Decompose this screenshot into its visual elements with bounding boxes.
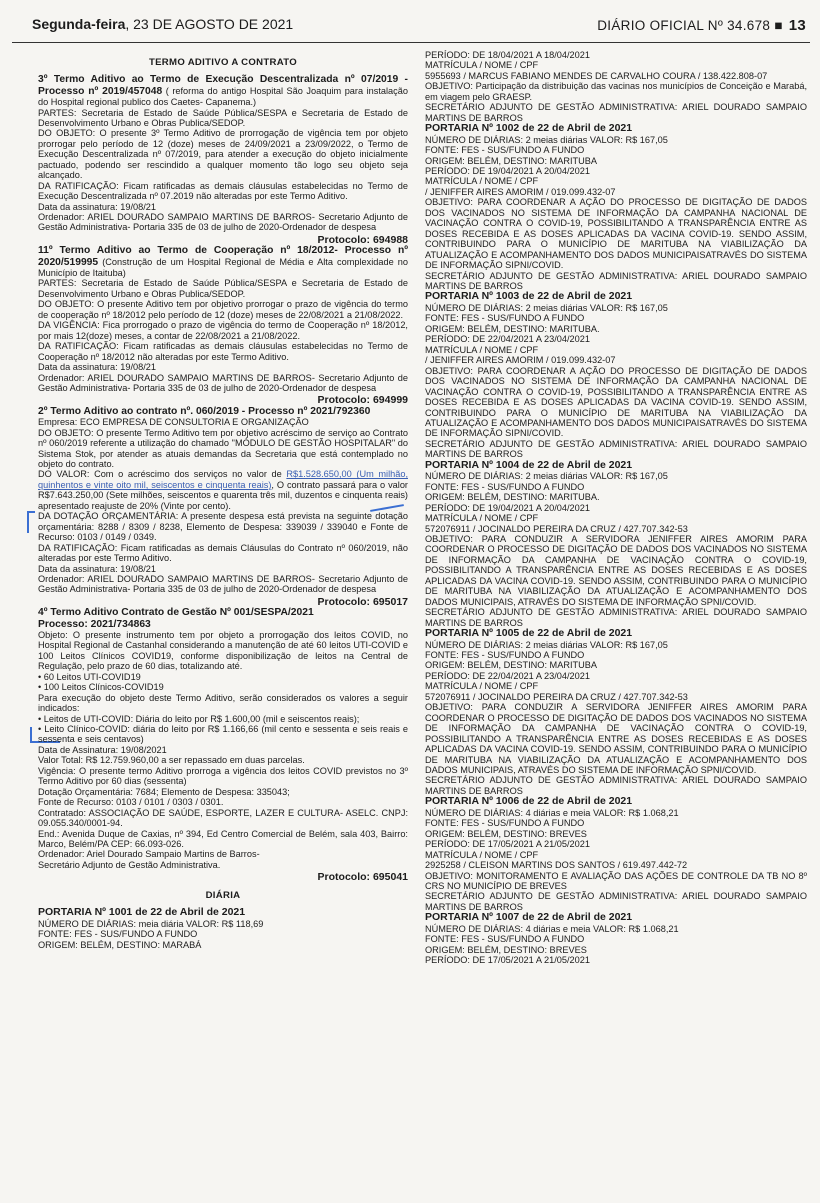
portaria-text: FONTE: FES - SUS/FUNDO A FUNDO: [425, 934, 585, 945]
aditivo-text: Ordenador: Ariel Dourado Sampaio Martins de Barros-: [38, 849, 260, 860]
portaria-text: NÚMERO DE DIÁRIAS: 2 meias diárias VALOR: R$ 167,05: [425, 302, 668, 313]
aditivo-text: DO OBJETO: O presente Termo Aditivo tem por objetivo acréscimo de serviço ao Contrato nº 060/2019 referente a utilização do chamado "MÓDULO DE GESTÃO HOSPITALAR" do Sistema Stok, por atender as atuais demandas da Secretaria que está contemplado no objeto do contrato.: [38, 427, 408, 469]
aditivo-text: Contratado: ASSOCIAÇÃO DE SAÚDE, ESPORTE, LAZER E CULTURA- ASELC. CNPJ: 09.055.340/0001-94.: [38, 807, 408, 829]
portaria-1004: [425, 460, 807, 628]
portaria-text: NÚMERO DE DIÁRIAS: 2 meias diárias VALOR: R$ 167,05: [425, 639, 668, 650]
portaria-text: SECRETÁRIO ADJUNTO DE GESTÃO ADMINISTRATIVA: ARIEL DOURADO SAMPAIO MARTINS DE BARROS: [425, 607, 807, 628]
portaria-text: / JENIFFER AIRES AMORIM / 019.099.432-07: [425, 355, 616, 366]
portaria-text: NÚMERO DE DIÁRIAS: 4 diárias e meia VALOR: R$ 1.068,21: [425, 923, 679, 934]
portaria-text: PERÍODO: DE 17/05/2021 A 21/05/2021: [425, 955, 590, 966]
portaria-text: OBJETIVO: PARA COORDENAR A AÇÃO DO PROCESSO DE DIGITAÇÃO DE DADOS DOS VACINADOS NO SISTEMA DE INFORMAÇÃO DA CAMPANHA NACIONAL DE VACINAÇÃO CONTRA O COVID-19, POSSIBILITANDO A TRANSPARÊNCIA ENTRE AS DOSES RECEBIDA E AS DOSES APLICADAS DA VACINA COVID-19. SENDO ASSIM, CONTRIBUINDO PARA O MUNICÍPIO DE MARITUBA NA VIABILIZAÇÃO DA ATUALIZAÇÃO E ACOMPANHAMENTO DOS DADOS MUNICIPAISATRAVÉS DO SISTEMA DE INFORMAÇÃO SIPNI/COVID.: [425, 365, 807, 439]
journal-issue: DIÁRIO OFICIAL Nº 34.678 ■ 13: [597, 17, 806, 34]
aditivo-text: Vigência: O presente termo Aditivo prorroga a vigência dos leitos COVID previstos no 3º Termo Aditivo por 60 dias (sessenta): [38, 765, 408, 787]
aditivo-text: ( reforma do antigo Hospital São Joaquim para instalação do Hospital regional publico dos Caetes- Capanema.): [38, 85, 408, 108]
aditivo-text: End.: Avenida Duque de Caxias, nº 394, Ed Centro Comercial de Belém, sala 403, Bairro: Marco, Belém/PA CEP: 66.093-026.: [38, 828, 408, 849]
pen-mark-bracket: [27, 511, 29, 533]
aditivo-text: Secretário Adjunto de Gestão Administrativa.: [38, 859, 221, 870]
aditivo-title: 11º Termo Aditivo ao Termo de Cooperação nº 18/2012- Processo nº 2020/519995: [38, 245, 408, 268]
aditivo-text: DA DOTAÇÃO ORÇAMENTÁRIA: A presente despesa está prevista na seguinte dotação orçamentária: 8288 / 8309 / 8238, Elemento de Despesa: 339039 / 339040 e Fonte de Recurso: 0103 / 0149 / 0349.: [38, 511, 408, 543]
portaria-text: OBJETIVO: PARA CONDUZIR A SERVIDORA JENIFFER AIRES AMORIM PARA COORDENAR O PROCESSO DE DIGITAÇÃO DE DADOS DOS VACINADOS NO SISTEMA DE INFORMAÇÃO DA CAMPANHA DE VACINAÇÃO CONTRA O COVID-19, POSSIBILITANDO A TRANSPARÊNCIA ENTRE AS DOSES RECEBIDAS E AS DOSES APLICADAS DA VACINA COVID-19. SENDO ASSIM, CONTRIBUINDO PARA O MUNICÍPIO DE MARITUBA NA VIABILIZAÇÃO DA ATUALIZAÇÃO E ACOMPANHAMENTO DOS DADOS MUNICIPAIS, ATRAVÉS DO SISTEMA DE INFORMAÇÃO SPNI/COVID.: [425, 702, 807, 775]
portaria-text: PERÍODO: DE 19/04/2021 A 20/04/2021: [425, 502, 590, 513]
portaria-title: PORTARIA Nº 1004 de 22 de Abril de 2021: [425, 458, 633, 471]
aditivo-title: 4º Termo Aditivo Contrato de Gestão Nº 001/SESPA/2021: [38, 607, 314, 619]
portaria-text: SECRETÁRIO ADJUNTO DE GESTÃO ADMINISTRATIVA: ARIEL DOURADO SAMPAIO MARTINS DE BARROS: [425, 438, 807, 460]
portaria-text: PERÍODO: DE 22/04/2021 A 23/04/2021: [425, 670, 590, 681]
protocolo: Protocolo: 695017: [317, 595, 408, 608]
portaria-text: OBJETIVO: Participação da distribuição das vacinas nos municípios de Conceição e Marabá, em viagem pelo GRAESP.: [425, 81, 807, 102]
aditivo-text: Dotação Orçamentária: 7684; Elemento de Despesa: 335043;: [38, 786, 290, 797]
portaria-text: MATRÍCULA / NOME / CPF: [425, 60, 539, 71]
portaria-text: FONTE: FES - SUS/FUNDO A FUNDO: [425, 650, 585, 661]
portaria-text: 5955693 / MARCUS FABIANO MENDES DE CARVALHO COURA / 138.422.808-07: [425, 70, 768, 81]
portaria-text: MATRÍCULA / NOME / CPF: [425, 344, 539, 355]
aditivo-text: DO OBJETO: O presente 3º Termo Aditivo de prorrogação de vigência tem por objeto prorrogar pelo período de 12 (doze) meses de 24/09/2021 a 23/09/2022, o Termo de Execução Descentralizada nº 07/2019, para atender a execução do objeto inicialmente pactuado, podendo ser rescindido a qualquer momento tão logo seu objeto seja alcançado.: [38, 128, 408, 181]
aditivo-text: Valor Total: R$ 12.759.960,00 a ser repassado em duas parcelas.: [38, 755, 305, 766]
portaria-text: OBJETIVO: PARA COORDENAR A AÇÃO DO PROCESSO DE DIGITAÇÃO DE DADOS DOS VACINADOS NO SISTEMA DE INFORMAÇÃO DA CAMPANHA NACIONAL DE VACINAÇÃO CONTRA O COVID-19, POSSIBILITANDO A TRANSPARÊNCIA ENTRE AS DOSES RECEBIDA E AS DOSES APLICADAS DA VACINA COVID-19. SENDO ASSIM, CONTRIBUINDO PARA O MUNICÍPIO DE MARITUBA NA VIABILIZAÇÃO DA ATUALIZAÇÃO E ACOMPANHAMENTO DOS DADOS MUNICIPAISATRAVÉS DO SISTEMA DE INFORMAÇÃO SIPNI/COVID.: [425, 197, 807, 271]
portaria-text: FONTE: FES - SUS/FUNDO A FUNDO: [38, 929, 198, 940]
portaria-text: ORIGEM: BELÉM, DESTINO: MARABÁ: [38, 939, 202, 950]
aditivo-text: Data da assinatura: 19/08/21: [38, 362, 156, 373]
left-column: [38, 50, 408, 950]
page-header: [12, 6, 810, 43]
section-title: DIÁRIA: [205, 889, 241, 901]
portaria-text: OBJETIVO: PARA CONDUZIR A SERVIDORA JENIFFER AIRES AMORIM PARA COORDENAR O PROCESSO DE DIGITAÇÃO DE DADOS DOS VACINADOS NO SISTEMA DE INFORMAÇÃO DA CAMPANHA DE VACINAÇÃO CONTRA O COVID-19, POSSIBILITANDO A TRANSPARÊNCIA ENTRE AS DOSES RECEBIDAS E AS DOSES APLICADAS DA VACINA COVID-19. SENDO ASSIM, CONTRIBUINDO PARA O MUNICÍPIO DE MARITUBA NA VIABILIZAÇÃO DA ATUALIZAÇÃO E ACOMPANHAMENTO DOS DADOS MUNICIPAIS, ATRAVÉS DO SISTEMA DE INFORMAÇÃO SPNI/COVID.: [425, 533, 807, 607]
portaria-text: SECRETÁRIO ADJUNTO DE GESTÃO ADMINISTRATIVA: ARIEL DOURADO SAMPAIO MARTINS DE BARROS: [425, 102, 807, 123]
protocolo: Protocolo: 694988: [317, 233, 408, 246]
aditivo-text: Data da assinatura: 19/08/21: [38, 201, 156, 212]
aditivo-text: DO OBJETO: O presente Aditivo tem por objetivo prorrogar o prazo de vigência do termo de cooperação nº 18/2012 pelo período de 12 (doze) meses de 22/08/2021 a 21/08/2022.: [38, 299, 408, 320]
aditivo-process: Processo: 2021/734863: [38, 618, 151, 630]
publication-date: Segunda-feira, 23 DE AGOSTO DE 2021: [32, 16, 294, 32]
aditivo-text: • Leitos de UTI-COVID: Diária do leito por R$ 1.600,00 (mil e seiscentos reais);: [38, 713, 360, 724]
aditivo-3: [38, 406, 408, 607]
portaria-1006: [425, 796, 807, 912]
aditivo-1: [38, 74, 408, 245]
aditivo-text: Ordenador: ARIEL DOURADO SAMPAIO MARTINS DE BARROS- Secretario Adjunto de Gestão Administrativa- Portaria 335 de 03 de julho de 2020-Ordenador de despesa: [38, 372, 408, 393]
portaria-text: 2925258 / CLEISON MARTINS DOS SANTOS / 619.497.442-72: [425, 860, 688, 871]
portaria-title: PORTARIA Nº 1006 de 22 de Abril de 2021: [425, 795, 633, 808]
protocolo: Protocolo: 695041: [317, 871, 408, 884]
portaria-text: SECRETÁRIO ADJUNTO DE GESTÃO ADMINISTRATIVA: ARIEL DOURADO SAMPAIO MARTINS DE BARROS: [425, 270, 807, 292]
section-title: TERMO ADITIVO A CONTRATO: [148, 57, 298, 68]
portaria-text: SECRETÁRIO ADJUNTO DE GESTÃO ADMINISTRATIVA: ARIEL DOURADO SAMPAIO MARTINS DE BARROS: [425, 775, 807, 796]
page-number: 13: [788, 17, 806, 34]
portaria-1001: [38, 907, 408, 950]
aditivo-text: DA VIGÊNCIA: Fica prorrogado o prazo de vigência do termo de Cooperação nº 18/2012, por mais 12(doze) meses, a contar de 22/08/2021 a 21/08/2022.: [38, 320, 408, 341]
valor-paragraph: DO VALOR: Com o acréscimo dos serviços no valor de R$1.528.650,00 (Um milhão, quinhentos e vinte oito mil, seiscentos e cinquenta reais), O contrato passará para o valor R$7.643.250,00 (Sete milhões, seiscentos e quarenta três mil, duzentos e cinquenta reais) apresentado reajuste de 20% (Vinte por cento).: [38, 469, 408, 511]
portaria-title: PORTARIA Nº 1007 de 22 de Abril de 2021: [425, 911, 633, 924]
portaria-title: PORTARIA Nº 1002 de 22 de Abril de 2021: [425, 122, 633, 135]
portaria-text: ORIGEM: BELÉM, DESTINO: MARITUBA: [425, 155, 598, 166]
aditivo-text: Ordenador: ARIEL DOURADO SAMPAIO MARTINS DE BARROS- Secretario Adjunto de Gestão Administrativa- Portaria 335 de 03 de julho de 2020-Ordenador de despesa: [38, 573, 408, 595]
portaria-text: FONTE: FES - SUS/FUNDO A FUNDO: [425, 481, 585, 492]
aditivo-text: Objeto: O presente instrumento tem por objeto a prorrogação dos leitos COVID, no Hospital Regional de Castanhal considerando a manutenção de até 60 leitos UTI-COVID e 100 Leitos Clínicos COVID19, conforme disponibilização de leitos na Central de Regulação, pelo prazo de 60 dias, totalizando até.: [38, 629, 408, 672]
portaria-text: NÚMERO DE DIÁRIAS: meia diária VALOR: R$ 118,69: [38, 918, 264, 929]
aditivo-text: (Construção de um Hospital Regional de Média e Alta complexidade no Município de Itaituba): [38, 256, 408, 278]
portaria-text: SECRETÁRIO ADJUNTO DE GESTÃO ADMINISTRATIVA: ARIEL DOURADO SAMPAIO MARTINS DE BARROS: [425, 891, 807, 912]
aditivo-text: • 60 Leitos UTI-COVID19: [38, 671, 141, 682]
aditivo-text: • 100 Leitos Clínicos-COVID19: [38, 682, 164, 693]
protocolo: Protocolo: 694999: [317, 394, 408, 407]
portaria-text: ORIGEM: BELÉM, DESTINO: BREVES: [425, 828, 587, 839]
portaria-title: PORTARIA Nº 1005 de 22 de Abril de 2021: [425, 627, 633, 640]
pen-mark-arrow: [27, 511, 35, 513]
aditivo-title: 3º Termo Aditivo ao Termo de Execução Descentralizada nº 07/2019 - Processo nº 2019/457048: [38, 74, 408, 97]
aditivo-4: [38, 607, 408, 882]
portaria-text: NÚMERO DE DIÁRIAS: 2 meias diárias VALOR: R$ 167,05: [425, 471, 668, 482]
aditivo-title: 2º Termo Aditivo ao contrato nº. 060/2019 - Processo nº 2021/792360: [38, 405, 371, 417]
portaria-text: 572076911 / JOCINALDO PEREIRA DA CRUZ / 427.707.342-53: [425, 523, 688, 534]
portaria-text: OBJETIVO: MONITORAMENTO E AVALIAÇÃO DAS AÇÕES DE CONTROLE DA TB NO 8º CRS NO MUNICÍPIO DE BREVES: [425, 870, 807, 892]
portaria-text: MATRÍCULA / NOME / CPF: [425, 513, 539, 524]
portaria-1007: [425, 912, 807, 965]
portaria-text: ORIGEM: BELÉM, DESTINO: MARITUBA.: [425, 323, 600, 334]
right-column: [425, 50, 807, 966]
portaria-text: ORIGEM: BELÉM, DESTINO: BREVES: [425, 944, 587, 955]
portaria-title: PORTARIA Nº 1003 de 22 de Abril de 2021: [425, 290, 633, 303]
portaria-text: ORIGEM: BELÉM, DESTINO: MARITUBA: [425, 660, 598, 671]
aditivo-text: Ordenador: ARIEL DOURADO SAMPAIO MARTINS DE BARROS- Secretario Adjunto de Gestão Administrativa- Portaria 335 de 03 de julho de 2020-Ordenador de despesa: [38, 212, 408, 233]
aditivo-text: DA RATIFICAÇÃO: Ficam ratificadas as demais Cláusulas do Contrato nº 060/2019, não alteradas por este Termo Aditivo.: [38, 542, 408, 564]
portaria-text: PERÍODO: DE 18/04/2021 A 18/04/2021: [425, 50, 590, 60]
portaria-1005: [425, 628, 807, 796]
pen-mark-bracket-bottom: [30, 727, 32, 741]
portaria-text: MATRÍCULA / NOME / CPF: [425, 681, 539, 692]
aditivo-text: Fonte de Recurso: 0103 / 0101 / 0303 / 0301.: [38, 797, 224, 808]
portaria-1001-continued: [425, 50, 807, 123]
portaria-text: ORIGEM: BELÉM, DESTINO: MARITUBA.: [425, 492, 600, 503]
portaria-text: FONTE: FES - SUS/FUNDO A FUNDO: [425, 818, 585, 829]
aditivo-text: PARTES: Secretaria de Estado de Saúde Pública/SESPA e Secretaria de Estado de Desenvolvimento Urbano e Obras Publica/SEDOP.: [38, 278, 408, 299]
aditivo-text: PARTES: Secretaria de Estado de Saúde Pública/SESPA e Secretaria de Estado de Desenvolvimento Urbano e Obras Publica/SEDOP.: [38, 107, 408, 128]
portaria-text: MATRÍCULA / NOME / CPF: [425, 176, 539, 187]
aditivo-text: Empresa: ECO EMPRESA DE CONSULTORIA E ORGANIZAÇÃO: [38, 417, 309, 428]
portaria-text: NÚMERO DE DIÁRIAS: 4 diárias e meia VALOR: R$ 1.068,21: [425, 807, 679, 818]
portaria-1003: [425, 291, 807, 459]
portaria-title: PORTARIA Nº 1001 de 22 de Abril de 2021: [38, 906, 246, 919]
aditivo-text: Para execução do objeto deste Termo Aditivo, serão considerados os valores a seguir indicados:: [38, 692, 408, 714]
portaria-1002: [425, 123, 807, 291]
highlighted-valor: R$1.528.650,00 (Um milhão, quinhentos e vinte oito mil, seiscentos e cinquenta reais): [38, 469, 408, 490]
aditivo-text: • Leito Clínico-COVID: diária do leito por R$ 1.166,66 (mil cento e sessenta e seis reais e sessenta e seis centavos): [38, 724, 408, 745]
portaria-text: PERÍODO: DE 19/04/2021 A 20/04/2021: [425, 166, 590, 177]
portaria-text: PERÍODO: DE 22/04/2021 A 23/04/2021: [425, 334, 590, 345]
portaria-text: FONTE: FES - SUS/FUNDO A FUNDO: [425, 313, 585, 324]
portaria-text: / JENIFFER AIRES AMORIM / 019.099.432-07: [425, 186, 616, 197]
aditivo-text: Data de Assinatura: 19/08/2021: [38, 744, 167, 755]
aditivo-text: DA RATIFICAÇÃO: Ficam ratificadas as demais cláusulas estabelecidas no Termo de Cooperação nº 18/2012 não alteradas por este Termo Aditivo.: [38, 341, 408, 362]
aditivo-text: DA RATIFICAÇÃO: Ficam ratificadas as demais cláusulas estabelecidas no Termo de Execução Descentralizada nº 07.2019 não alteradas por este Termo Aditivo.: [38, 180, 408, 202]
portaria-text: PERÍODO: DE 17/05/2021 A 21/05/2021: [425, 839, 590, 850]
portaria-text: FONTE: FES - SUS/FUNDO A FUNDO: [425, 145, 585, 156]
aditivo-text: Data da assinatura: 19/08/21: [38, 563, 156, 574]
portaria-text: MATRÍCULA / NOME / CPF: [425, 849, 539, 860]
aditivo-2: [38, 245, 408, 405]
portaria-text: 572076911 / JOCINALDO PEREIRA DA CRUZ / 427.707.342-53: [425, 691, 688, 702]
portaria-text: NÚMERO DE DIÁRIAS: 2 meias diárias VALOR: R$ 167,05: [425, 134, 668, 145]
